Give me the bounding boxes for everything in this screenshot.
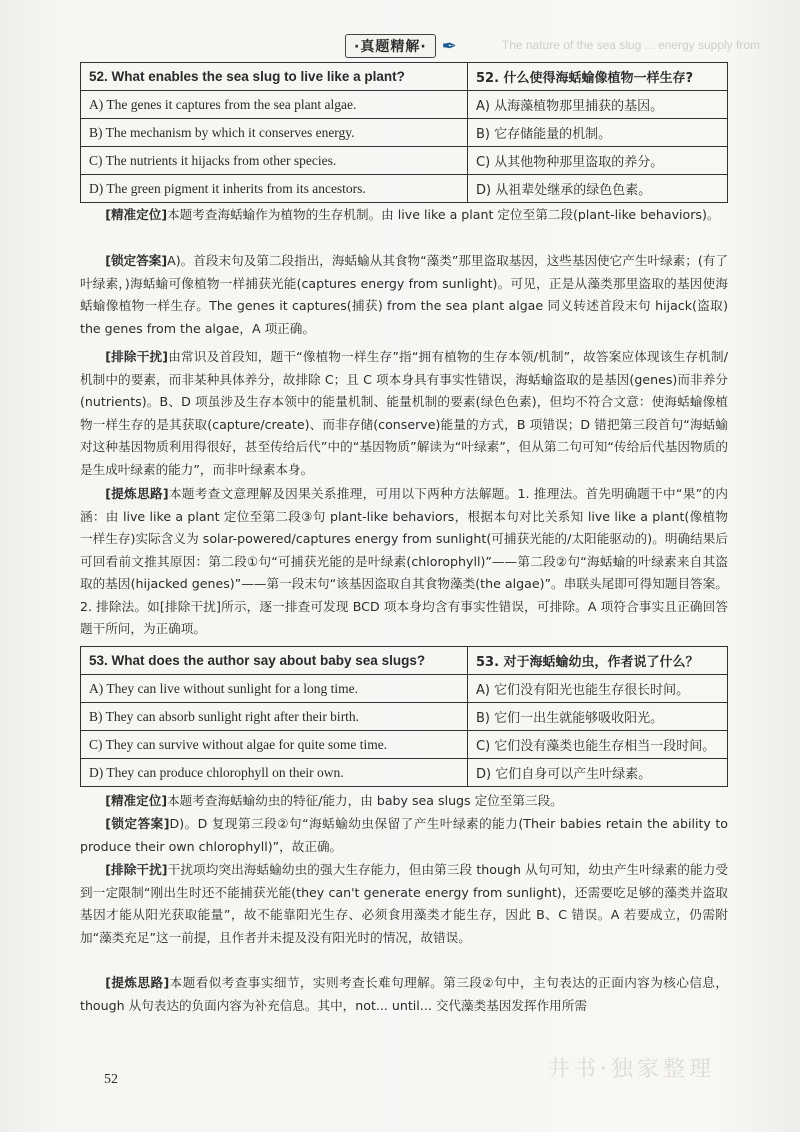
bleed-through-text: The nature of the sea slug ... energy supply from [501,38,760,52]
paragraph-text: 干扰项均突出海蛞蝓幼虫的强大生存能力，但由第三段 though 从句可知，幼虫产生叶绿素的能力受到一定限制“刚出生时还不能捕获光能(they can't generate energy from sunlight)，还需要吃足够的藻类并盗取基因才能从阳光获取能量”，故不能靠阳光生存、必须食用藻类才能生存，因此 B、C 错误。A 若要成立，仍需附加“藻类充足”这一前提，且作者并未提及没有阳光时的情况，故错误。 [80,862,728,945]
table-row [81,731,728,759]
paragraph-text: D)。D 复现第三段②句“海蛞蝓幼虫保留了产生叶绿素的能力(Their babies retain the ability to produce their own chlorophyll)”，故正确。 [80,816,728,854]
option-zh: D) 从祖辈处继承的绿色色素。 [468,175,728,203]
paragraph-tag: [排除干扰] [105,862,168,877]
paragraph-tag: [提炼思路] [105,975,170,990]
table-row [81,91,728,119]
table-row [81,675,728,703]
pen-icon: ✒ [441,35,457,57]
paragraph-tag: [精准定位] [105,207,168,222]
analysis-paragraph [80,813,728,858]
option-en: D) They can produce chlorophyll on their own. [81,759,468,787]
section-title: ·真题精解· [345,34,436,58]
analysis-paragraph [80,859,728,949]
page-number: 52 [104,1072,118,1087]
table-header-row [81,647,728,675]
question-zh: 52. 什么使得海蛞蝓像植物一样生存? [468,63,728,91]
question-zh: 53. 对于海蛞蝓幼虫，作者说了什么？ [468,647,728,675]
option-zh: A) 从海藻植物那里捕获的基因。 [468,91,728,119]
table-row [81,703,728,731]
option-zh: A) 它们没有阳光也能生存很长时间。 [468,675,728,703]
option-zh: C) 从其他物种那里盗取的养分。 [468,147,728,175]
option-en: A) They can live without sunlight for a long time. [81,675,468,703]
question-en: 53. What does the author say about baby sea slugs? [81,647,468,675]
option-en: B) The mechanism by which it conserves energy. [81,119,468,147]
table-header-row [81,63,728,91]
paragraph-text: 由常识及首段知，题干“像植物一样生存”指“拥有植物的生存本领/机制”，故答案应体现该生存机制/机制中的要素，而非某种具体养分，故排除 C；且 C 项本身具有事实性错误，海蛞蝓盗取的是基因(genes)而非养分(nutrients)。B、D 项虽涉及生存本领中的能量机制、能量机制的要素(绿色色素)，但均不符合文意：使海蛞蝓像植物一样生存的是其获取(capture/create)、而非存储(conserve)能量的方式，B 项错误；D 错把第三段首句“海蛞蝓对这种基因物质利用得很好，甚至传给后代”中的“基因物质”解读为“叶绿素”，但从第二句可知“传给后代基因物质的是生成叶绿素的能力”，而非叶绿素本身。 [80,349,728,477]
analysis-paragraph [80,204,728,227]
paragraph-text: A)。首段末句及第二段指出，海蛞蝓从其食物“藻类”那里盗取基因，这些基因使它产生叶绿素；(有了叶绿素，)海蛞蝓可像植物一样捕获光能(captures energy from sunlight)。可见，正是从藻类那里盗取的基因使海蛞蝓像植物一样生存。The genes it captures(捕获) from the sea plant algae 同义转述首段末句 hijack(盗取) the genes from the algae，A 项正确。 [80,253,728,336]
analysis-paragraph [80,346,728,481]
paragraph-text: 本题考查海蛞蝓作为植物的生存机制。由 live like a plant 定位至第二段(plant-like behaviors)。 [167,207,720,222]
table-row [81,175,728,203]
option-zh: B) 它们一出生就能够吸收阳光。 [468,703,728,731]
analysis-paragraph [80,972,728,1017]
option-en: C) The nutrients it hijacks from other species. [81,147,468,175]
analysis-paragraph [80,483,728,641]
table-row [81,119,728,147]
analysis-paragraph [80,250,728,340]
option-zh: D) 它们自身可以产生叶绿素。 [468,759,728,787]
option-en: C) They can survive without algae for quite some time. [81,731,468,759]
paragraph-text: 本题看似考查事实细节，实则考查长难句理解。第三段②句中，主句表达的正面内容为核心信息，though 从句表达的负面内容为补充信息。其中，not... until... 交代藻类基因发挥作用所需 [80,975,728,1013]
question-52-table [80,62,728,203]
table-row [81,759,728,787]
paragraph-tag: [锁定答案] [105,816,170,831]
option-en: D) The green pigment it inherits from its ancestors. [81,175,468,203]
analysis-paragraph [80,790,728,813]
option-en: B) They can absorb sunlight right after their birth. [81,703,468,731]
question-en: 52. What enables the sea slug to live like a plant? [81,63,468,91]
section-badge [345,34,457,58]
table-row [81,147,728,175]
paragraph-text: 本题考查海蛞蝓幼虫的特征/能力，由 baby sea slugs 定位至第三段。 [167,793,563,808]
paragraph-tag: [提炼思路] [105,486,169,501]
paragraph-tag: [精准定位] [105,793,168,808]
option-zh: B) 它存储能量的机制。 [468,119,728,147]
paragraph-tag: [锁定答案] [105,253,168,268]
paragraph-text: 本题考查文意理解及因果关系推理，可用以下两种方法解题。1. 推理法。首先明确题干中“果”的内涵：由 live like a plant 定位至第二段③句 plant-like behaviors，根据本句对比关系知 live like a plant(像植物一样生存)实际含义为 solar-powered/captures energy from sunlight(可捕获光能的/太阳能驱动的)。明确结果后可回看前文推其原因：第二段①句“可捕获光能的是叶绿素(chlorophyll)”——第二段②句“海蛞蝓的叶绿素来自其盗取的基因(hijacked genes)”——第一段末句“该基因盗取自其食物藻类(the algae)”。串联头尾即可得知题目答案。2. 排除法。如[排除干扰]所示，逐一排查可发现 BCD 项本身均含有事实性错误，可排除。A 项符合事实且正确回答题干所问，为正确项。 [80,486,728,636]
question-53-table [80,646,728,787]
watermark-text: 井书·独家整理 [548,1057,715,1082]
option-en: A) The genes it captures from the sea plant algae. [81,91,468,119]
paragraph-tag: [排除干扰] [105,349,169,364]
option-zh: C) 它们没有藻类也能生存相当一段时间。 [468,731,728,759]
